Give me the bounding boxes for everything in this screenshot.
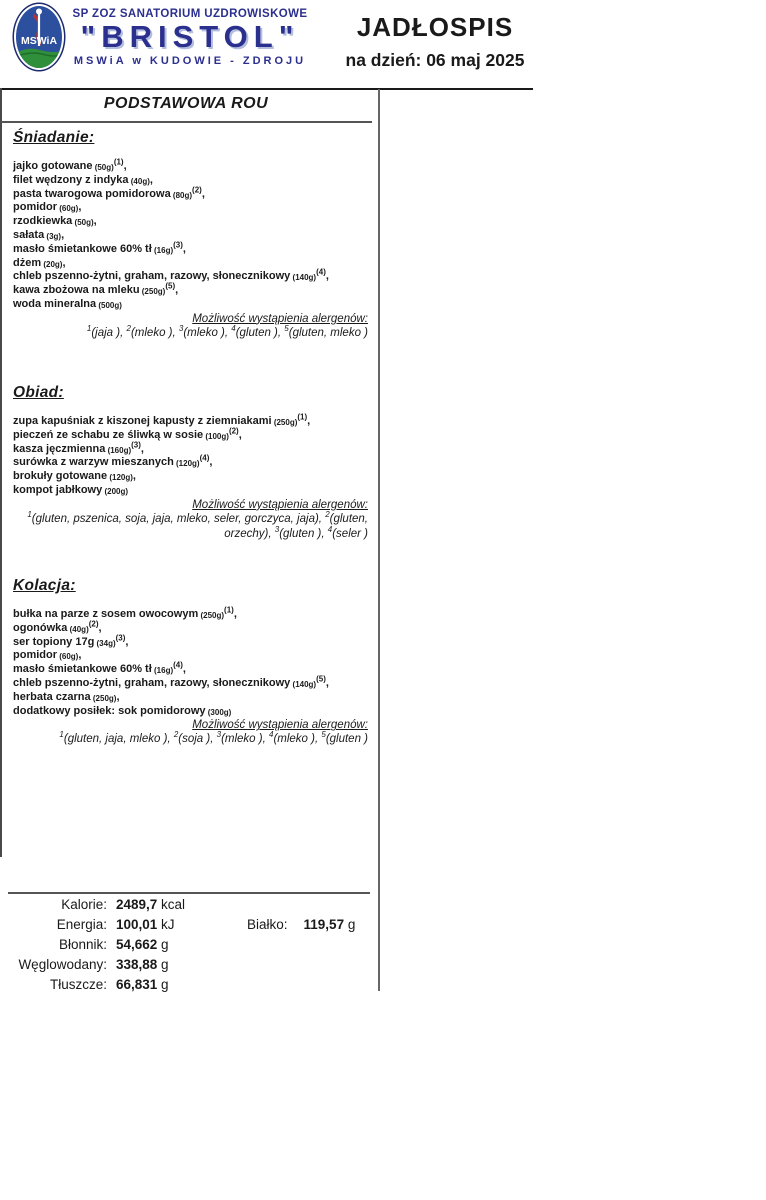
item-separator: , [201, 187, 205, 200]
allergen-heading: Możliwość wystąpienia alergenów: [192, 719, 368, 732]
item-portion: (40g) [67, 624, 89, 634]
allergen-list [13, 509, 370, 543]
allergen-text: (mleko ), [183, 326, 232, 339]
nutrition-label: Tłuszcze: [49, 977, 107, 992]
item-portion: (20g) [41, 259, 63, 269]
nutrition-value-wrap [116, 937, 169, 952]
item-separator: , [132, 470, 136, 483]
allergen-heading: Możliwość wystąpienia alergenów: [192, 312, 368, 325]
diet-name-title: PODSTAWOWA ROU [103, 95, 269, 112]
nutrition-value: 119,57 [303, 917, 345, 932]
item-allergen-ref: (3) [115, 632, 126, 642]
item-allergen-ref: (2) [88, 619, 99, 629]
nutrition-label: Węglowodany: [18, 957, 107, 972]
item-name: rzodkiewka [13, 215, 73, 228]
item-name: herbata czarna [13, 690, 91, 703]
allergen-ref: 4 [327, 525, 333, 535]
item-separator: , [209, 456, 213, 469]
item-name: jajko gotowane [13, 160, 93, 172]
nutrition-value-wrap [116, 977, 169, 992]
section-item-list [13, 157, 370, 312]
allergen-ref: 4 [268, 730, 274, 740]
item-allergen-ref: (2) [192, 184, 202, 194]
allergen-ref: 5 [284, 323, 289, 333]
menu-item [13, 281, 370, 298]
item-allergen-ref: (2) [228, 426, 239, 436]
nutrition-value: 100,01 [116, 917, 158, 932]
item-portion: (120g) [173, 459, 200, 469]
section-heading: Obiad: [13, 384, 64, 401]
menu-item [13, 470, 370, 484]
allergen-text: (gluten ), [279, 528, 328, 541]
menu-item [13, 298, 370, 312]
item-name: bułka na parze z sosem owocowym [13, 608, 199, 620]
menu-item [13, 215, 370, 229]
item-separator: , [78, 201, 82, 214]
item-allergen-ref: (4) [199, 453, 210, 463]
menu-item [13, 439, 370, 457]
allergen-list [13, 732, 370, 748]
item-name: masło śmietankowe 60% tł [13, 242, 152, 255]
item-separator: , [233, 608, 237, 620]
item-separator: , [125, 635, 129, 648]
item-portion: (40g) [128, 176, 150, 186]
item-separator: , [78, 649, 82, 662]
item-allergen-ref: (1) [224, 605, 234, 615]
menu-item [13, 619, 370, 636]
item-separator: , [140, 442, 144, 455]
item-name: kompot jabłkowy [13, 483, 103, 496]
section-item-list [13, 412, 370, 498]
header-divider-line [0, 88, 533, 90]
item-separator: , [93, 215, 97, 228]
allergen-list [13, 323, 370, 342]
nutrition-row [0, 977, 378, 997]
brand-name: "BRISTOL" [80, 19, 300, 54]
item-separator: , [62, 256, 66, 269]
allergen-ref: 1 [27, 509, 32, 519]
item-allergen-ref: (3) [173, 240, 183, 250]
section-heading: Śniadanie: [13, 129, 95, 146]
allergen-text: (gluten, pszenica, soja, jaja, mleko, seler, gorczyca, jaja), [31, 512, 326, 525]
item-separator: , [149, 173, 153, 186]
allergen-ref: 2 [173, 730, 179, 740]
nutrition-value: 66,831 [116, 977, 158, 992]
item-name: zupa kapuśniak z kiszonej kapusty z ziemniakami [13, 415, 272, 427]
allergen-ref: 2 [325, 509, 330, 519]
allergen-ref: 1 [59, 730, 64, 740]
nutrition-rows-container [0, 897, 378, 997]
nutrition-unit: g [157, 937, 169, 952]
left-column-border [0, 88, 2, 857]
item-name: ogonówka [13, 621, 68, 634]
nutrition-divider-line [8, 892, 370, 894]
allergen-ref: 2 [126, 323, 131, 333]
document-title: JADŁOSPIS [356, 12, 514, 42]
item-separator: , [325, 270, 329, 283]
item-portion: (250g) [271, 418, 298, 427]
nutrition-unit: g [157, 977, 169, 992]
item-portion: (50g) [72, 218, 94, 228]
item-allergen-ref: (1) [113, 157, 124, 167]
menu-item [13, 691, 370, 705]
item-name: chleb pszenno-żytni, graham, razowy, słonecznikowy [13, 676, 291, 689]
allergen-ref: 3 [274, 525, 280, 535]
nutrition-label: Energia: [56, 917, 107, 932]
logo-text: MSWiA [20, 35, 58, 47]
item-portion: (60g) [57, 652, 79, 662]
item-portion: (200g) [102, 486, 129, 496]
mswia-sanatorium-logo-icon [12, 2, 66, 72]
item-name: pasta twarogowa pomidorowa [13, 187, 171, 200]
item-name: surówka z warzyw mieszanych [13, 456, 174, 469]
column-divider-line [378, 89, 380, 991]
nutrition-label: Kalorie: [61, 897, 107, 912]
nutrition-value-wrap [116, 917, 175, 932]
menu-item [13, 267, 370, 284]
org-location-line: MSWiA w KUDOWIE - ZDROJU [73, 55, 307, 67]
document-title-block [335, 12, 535, 71]
allergen-text: (jaja ), [91, 326, 127, 339]
nutrition-unit: g [344, 917, 356, 932]
item-allergen-ref: (5) [316, 674, 326, 684]
allergen-text: (gluten, jaja, mleko ), [63, 733, 174, 746]
nutrition-summary [0, 897, 378, 997]
allergen-heading: Możliwość wystąpienia alergenów: [192, 498, 368, 511]
nutrition-row [0, 897, 378, 917]
allergen-text: (gluten, orzechy), [224, 512, 368, 541]
item-name: woda mineralna [13, 297, 97, 310]
menu-item [13, 453, 370, 470]
organization-header [64, 8, 316, 67]
item-separator: , [182, 242, 186, 255]
nutrition-row [0, 957, 378, 977]
item-separator: , [116, 690, 120, 703]
item-allergen-ref: (4) [173, 660, 183, 670]
item-portion: (500g) [96, 300, 122, 310]
menu-item [13, 605, 370, 622]
item-name: kawa zbożowa na mleku [13, 284, 140, 297]
menu-item [13, 184, 370, 202]
item-separator: , [123, 160, 127, 172]
item-separator: , [175, 284, 179, 297]
menu-item [13, 674, 370, 691]
item-portion: (250g) [139, 287, 166, 297]
item-separator: , [238, 428, 242, 441]
allergen-text: (mleko ), [221, 733, 269, 746]
item-portion: (250g) [198, 611, 225, 620]
nutrition-value: 338,88 [116, 957, 158, 972]
item-allergen-ref: (5) [165, 281, 176, 291]
allergen-text: (seler ) [332, 528, 368, 541]
item-portion: (3g) [44, 231, 62, 241]
item-name: kasza jęczmienna [13, 442, 106, 455]
menu-item [13, 484, 370, 498]
menu-item [13, 240, 370, 257]
nutrition-label: Błonnik: [58, 937, 107, 952]
item-separator: , [98, 621, 102, 634]
item-allergen-ref: (3) [131, 439, 141, 449]
item-separator: , [182, 663, 186, 676]
item-name: pomidor [13, 649, 57, 662]
document-date: na dzień: 06 maj 2025 [345, 50, 525, 70]
menu-item [13, 201, 370, 215]
item-allergen-ref: (1) [297, 412, 308, 422]
item-portion: (60g) [57, 204, 79, 214]
meal-section-sniadanie [13, 129, 370, 341]
item-portion: (160g) [105, 445, 132, 455]
nutrition-row [0, 917, 378, 937]
item-separator: , [325, 676, 329, 689]
org-name-line: SP ZOZ SANATORIUM UZDROWISKOWE [72, 8, 308, 20]
nutrition-value: 2489,7 [116, 897, 158, 912]
allergen-text: (mleko ), [130, 326, 179, 339]
item-portion: (250g) [90, 693, 117, 703]
item-name: pieczeń ze schabu ze śliwką w sosie [13, 428, 204, 441]
item-portion: (120g) [107, 473, 133, 483]
menu-item [13, 705, 370, 719]
item-portion: (140g) [290, 679, 317, 689]
item-name: dodatkowy posiłek: sok pomidorowy [13, 704, 206, 717]
allergen-ref: 3 [178, 323, 184, 333]
item-name: ser topiony 17g [13, 635, 95, 648]
item-separator: , [61, 228, 65, 241]
item-separator: , [307, 415, 311, 427]
menu-item [13, 229, 370, 243]
item-name: masło śmietankowe 60% tł [13, 663, 152, 676]
item-portion: (300g) [205, 707, 232, 717]
nutrition-unit: kJ [157, 917, 175, 932]
allergen-ref: 3 [216, 730, 222, 740]
meal-section-obiad [13, 384, 370, 543]
item-name: sałata [13, 228, 45, 241]
item-allergen-ref: (4) [316, 267, 326, 277]
allergen-text: (gluten ), [235, 326, 285, 339]
allergen-text: (gluten ) [325, 733, 368, 746]
section-item-list [13, 605, 370, 718]
item-name: chleb pszenno-żytni, graham, razowy, słonecznikowy [13, 270, 291, 283]
nutrition-label: Białko: [247, 917, 288, 932]
menu-item [13, 157, 370, 174]
allergen-ref: 4 [231, 323, 236, 333]
item-name: brokuły gotowane [13, 470, 108, 483]
item-name: filet wędzony z indyka [13, 173, 129, 186]
nutrition-value-wrap [116, 957, 169, 972]
item-portion: (34g) [94, 638, 116, 648]
item-portion: (80g) [170, 190, 193, 200]
meal-section-kolacja [13, 577, 370, 748]
section-heading: Kolacja: [13, 577, 76, 594]
allergen-ref: 1 [86, 323, 92, 333]
allergen-text: (gluten, mleko ) [288, 326, 368, 339]
allergen-text: (soja ), [178, 733, 217, 746]
item-portion: (140g) [290, 273, 317, 283]
menu-item [13, 412, 370, 429]
nutrition-secondary-pair [247, 917, 355, 932]
menu-item [13, 632, 370, 650]
nutrition-unit: kcal [157, 897, 186, 912]
item-name: pomidor [13, 201, 57, 214]
nutrition-value: 54,662 [116, 937, 158, 952]
allergen-ref: 5 [321, 730, 326, 740]
menu-item [13, 649, 370, 663]
menu-item [13, 426, 370, 443]
nutrition-value-wrap [116, 897, 185, 912]
nutrition-row [0, 937, 378, 957]
item-name: dżem [13, 256, 42, 269]
diet-title-underline [1, 121, 372, 123]
item-portion: (16g) [151, 666, 174, 676]
nutrition-unit: g [157, 957, 169, 972]
allergen-text: (mleko ), [273, 733, 322, 746]
item-portion: (16g) [151, 245, 174, 255]
item-portion: (50g) [92, 163, 114, 172]
item-portion: (100g) [203, 431, 229, 441]
